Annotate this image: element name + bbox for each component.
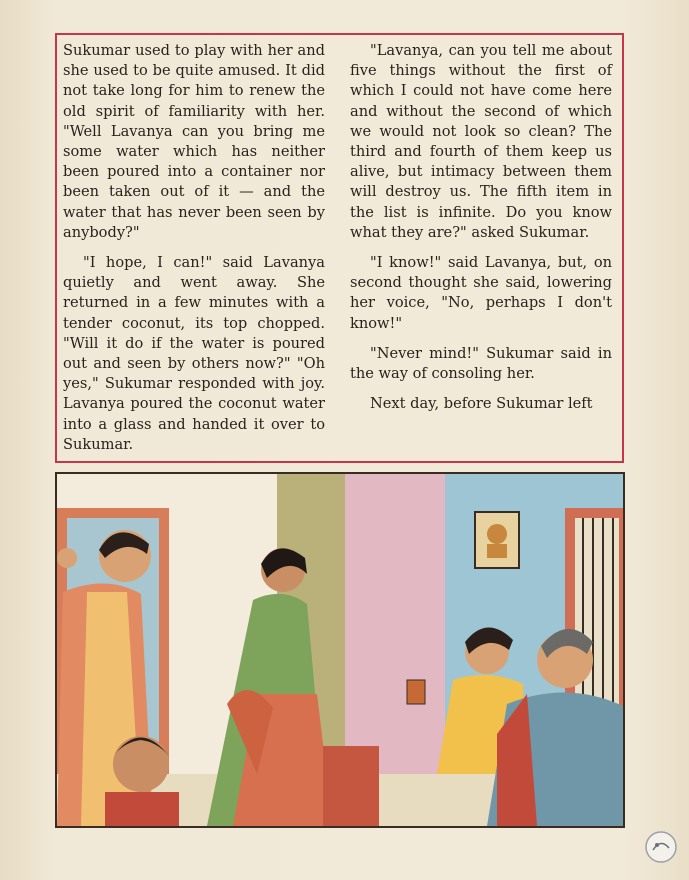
left-text-column [63, 41, 325, 455]
paragraph: "I know!" said Lavanya, but, on second thought she said, lowering her voice, "No, perhaps I don't know!" [350, 254, 612, 332]
story-illustration [55, 472, 625, 828]
chair [323, 746, 379, 826]
figure-in-doorway [57, 548, 77, 568]
collector-stamp-icon [644, 830, 678, 864]
framed-picture-figure [487, 524, 507, 544]
paragraph: Next day, before Sukumar left [370, 395, 593, 413]
paragraph: "Lavanya, can you tell me about five things without the first of which I could not have come here and without the second of which we would not look so clean? The third and fourth of them keep us alive, but intimacy between them will destroy us. The fifth item in the list is infinite. Do you know what they are?" asked Sukumar. [350, 42, 612, 241]
right-text-column [350, 41, 612, 414]
paragraph: "Never mind!" Sukumar said in the way of consoling her. [350, 344, 612, 383]
glass-in-hand [407, 680, 425, 704]
illustration-scene [57, 474, 623, 826]
paragraph: Sukumar used to play with her and she used to be quite amused. It did not take long for him to renew the old spirit of familiarity with her. "Well Lavanya can you bring me some water which has neither been poured into a container nor been taken out of it — and the water that has never been seen by anybody?" [63, 42, 325, 241]
story-text-frame [55, 33, 624, 463]
paragraph: "I hope, I can!" said Lavanya quietly and went away. She returned in a few minutes with a tender coconut, its top chopped. "Will it do if the water is poured out and seen by others now?" "Oh yes," Sukumar responded with joy. Lavanya poured the coconut water into a glass and handed it over to Sukumar. [63, 254, 325, 453]
